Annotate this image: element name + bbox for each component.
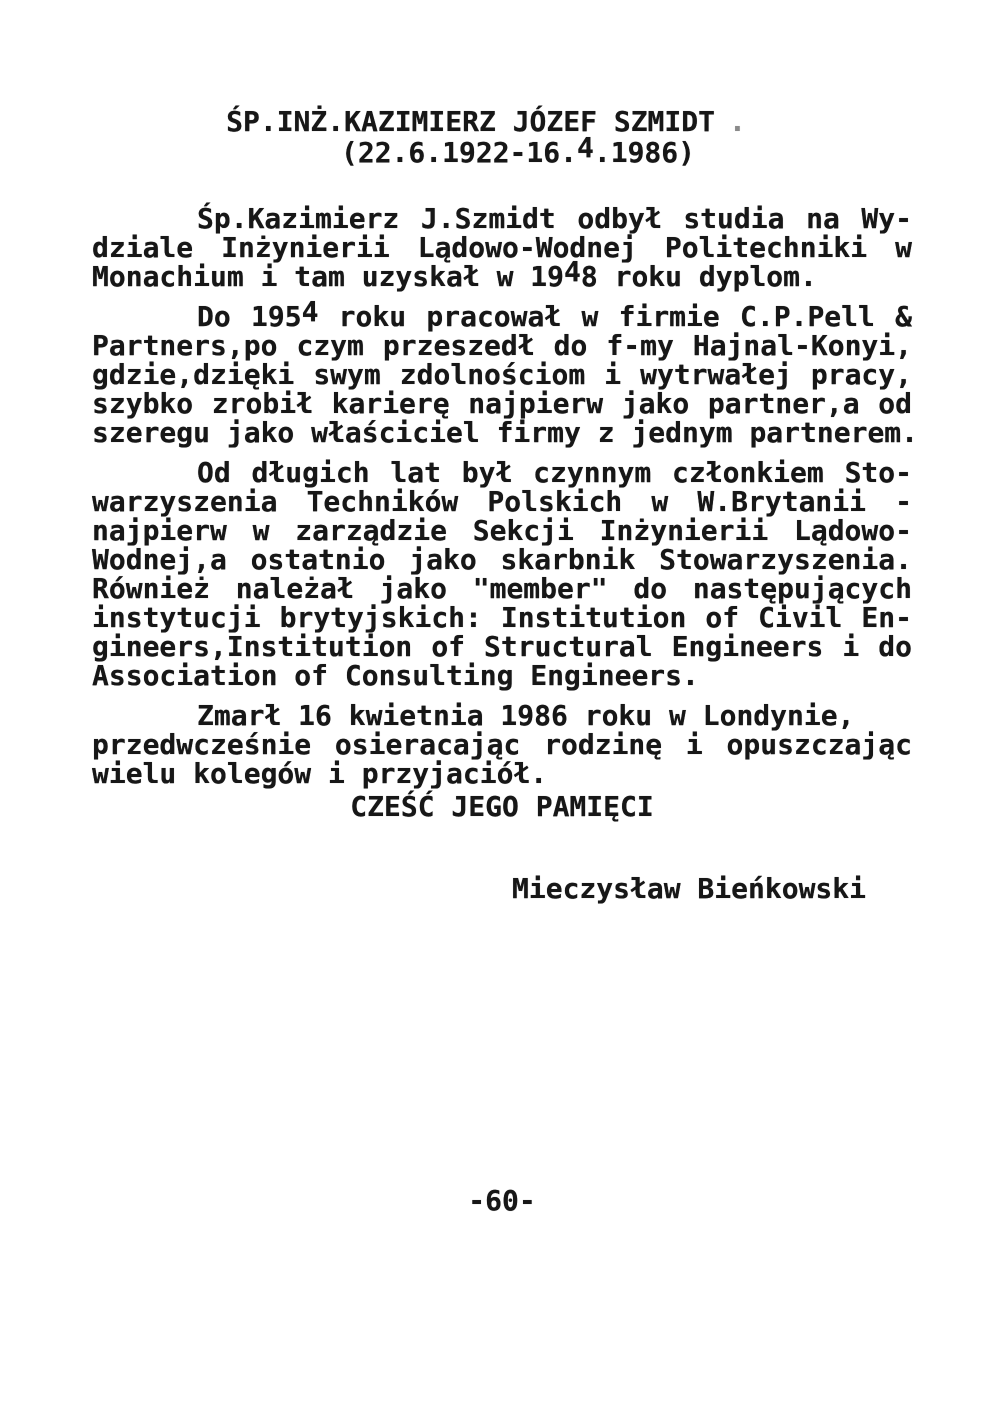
paragraphs-container [92, 202, 919, 790]
text-line: warzyszenia Techników Polskich w W.Brytanii - [92, 485, 912, 518]
tribute-line [92, 792, 912, 821]
page-number [92, 1186, 912, 1215]
text-line: gineers,Institution of Structural Engineers i do [92, 630, 912, 663]
text-line: Wodnej,a ostatnio jako skarbnik Stowarzyszenia. [92, 543, 912, 576]
title-dates-line [18, 131, 1000, 169]
text-line: Od długich lat był czynnym członkiem Sto- [197, 456, 912, 489]
text-line: instytucji brytyjskich: Institution of Civil En- [92, 601, 912, 634]
text-line: Zmarł 16 kwietnia 1986 roku w Londynie, [197, 699, 855, 732]
text-line: najpierw w zarządzie Sekcji Inżynierii Lądowo- [92, 514, 912, 547]
paragraph [92, 204, 912, 291]
text-line: Partners,po czym przeszedł do f-my Hajnal-Konyi, [92, 329, 912, 362]
document-body [92, 202, 919, 1217]
text-line: Śp.Kazimierz J.Szmidt odbył studia na Wy- [197, 202, 912, 235]
author-signature [512, 874, 912, 903]
signature-text: Mieczysław Bieńkowski [512, 872, 867, 905]
title-name-line [0, 106, 986, 137]
document-title [0, 0, 1000, 168]
text-line: Również należał jako "member" do następujących [92, 572, 912, 605]
paragraph [92, 295, 919, 449]
stray-dot-mark: . [729, 105, 746, 138]
tribute-text: CZEŚĆ JEGO PAMIĘCI [350, 790, 654, 823]
text-line: gdzie,dzięki swym zdolnościom i wytrwałej pracy, [92, 358, 912, 391]
life-dates-text: (22.6.1922-16.4.1986) [340, 131, 696, 169]
paragraph [92, 701, 912, 788]
title-text: ŚP.INŻ.KAZIMIERZ JÓZEF SZMIDT [226, 105, 715, 138]
text-line: wielu kolegów i przyjaciół. [92, 757, 548, 790]
text-line: szeregu jako właściciel firmy z jednym partnerem. [92, 416, 919, 449]
text-line: szybko zrobił karierę najpierw jako partner,a od [92, 387, 912, 420]
text-line: przedwcześnie osieracając rodzinę i opuszczając [92, 728, 912, 761]
text-line: dziale Inżynierii Lądowo-Wodnej Politechniki w [92, 231, 912, 264]
page-number-text: -60- [468, 1184, 536, 1217]
paragraph [92, 458, 912, 690]
text-line: Monachium i tam uzyskał w 1948 roku dyplom. [92, 255, 817, 293]
text-line: Do 1954 roku pracował w firmie C.P.Pell & [197, 295, 912, 333]
text-line: Association of Consulting Engineers. [92, 659, 699, 692]
